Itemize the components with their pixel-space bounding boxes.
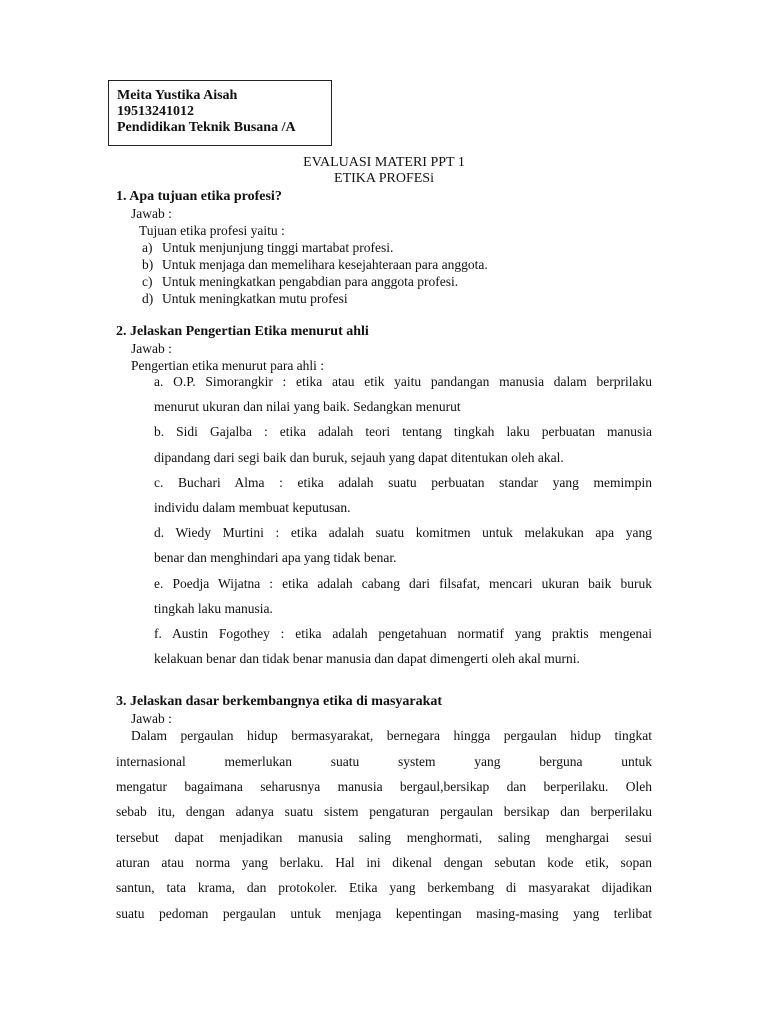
list-item [142,274,458,290]
paragraph-line: suatu pedoman pergaulan untuk menjaga kepentingan masing-masing yang terlibat [116,906,652,921]
student-program: Pendidikan Teknik Busana /A [117,120,296,135]
list-item [142,291,348,307]
list-text: Untuk menjunjung tinggi martabat profesi. [162,240,394,255]
list-marker: b) [142,257,154,272]
expert-definition-line: benar dan menghindari apa yang tidak benar. [154,550,397,565]
document-subtitle: ETIKA PROFESi [334,171,434,186]
student-nim: 19513241012 [117,104,194,119]
answer-label-2: Jawab : [131,341,172,356]
list-item [142,257,488,273]
student-name: Meita Yustika Aisah [117,88,238,103]
expert-definition-line: f. Austin Fogothey : etika adalah pengetahuan normatif yang praktis mengenai [154,626,652,641]
question-1: 1. Apa tujuan etika profesi? [116,189,282,204]
paragraph-line: tersebut dapat menjadikan manusia saling menghormati, saling menghargai sesui [116,830,652,845]
answer-label-1: Jawab : [131,206,172,221]
expert-definition-line: individu dalam membuat keputusan. [154,500,351,515]
expert-definition-line: c. Buchari Alma : etika adalah suatu perbuatan standar yang memimpin [154,475,652,490]
paragraph-line: santun, tata krama, dan protokoler. Etika yang berkembang di masyarakat dijadikan [116,880,652,895]
answer-intro-1: Tujuan etika profesi yaitu : [139,223,285,238]
expert-definition-line: e. Poedja Wijatna : etika adalah cabang dari filsafat, mencari ukuran baik buruk [154,576,652,591]
list-text: Untuk meningkatkan mutu profesi [162,291,348,306]
list-marker: c) [142,274,153,289]
paragraph-line: mengatur bagaimana seharusnya manusia bergaul,bersikap dan berperilaku. Oleh [116,779,652,794]
paragraph-line: Dalam pergaulan hidup bermasyarakat, bernegara hingga pergaulan hidup tingkat [131,728,652,743]
paragraph-line: sebab itu, dengan adanya suatu sistem pengaturan pergaulan bersikap dan berperilaku [116,804,652,819]
answer-intro-2: Pengertian etika menurut para ahli : [131,358,325,373]
question-3: 3. Jelaskan dasar berkembangnya etika di masyarakat [116,694,443,709]
list-text: Untuk meningkatkan pengabdian para anggota profesi. [162,274,459,289]
expert-definition-line: menurut ukuran dan nilai yang baik. Sedangkan menurut [154,399,461,414]
question-2: 2. Jelaskan Pengertian Etika menurut ahli [116,324,369,339]
expert-definition-line: tingkah laku manusia. [154,601,273,616]
list-marker: d) [142,291,154,306]
answer-label-3: Jawab : [131,711,172,726]
expert-definition-line: kelakuan benar dan tidak benar manusia dan dapat dimengerti oleh akal murni. [154,651,580,666]
paragraph-line: aturan atau norma yang berlaku. Hal ini dikenal dengan sebutan kode etik, sopan [116,855,652,870]
document-title: EVALUASI MATERI PPT 1 [303,155,465,170]
expert-definition-line: b. Sidi Gajalba : etika adalah teori tentang tingkah laku perbuatan manusia [154,424,652,439]
expert-definition-line: a. O.P. Simorangkir : etika atau etik yaitu pandangan manusia dalam berprilaku [154,374,652,389]
expert-definition-line: dipandang dari segi baik dan buruk, sejauh yang dapat ditentukan oleh akal. [154,450,564,465]
expert-definition-line: d. Wiedy Murtini : etika adalah suatu komitmen untuk melakukan apa yang [154,525,652,540]
paragraph-line: internasional memerlukan suatu system yang berguna untuk [116,754,652,769]
list-text: Untuk menjaga dan memelihara kesejahteraan para anggota. [162,257,488,272]
list-marker: a) [142,240,153,255]
student-identity-box [108,80,332,146]
list-item [142,240,393,256]
